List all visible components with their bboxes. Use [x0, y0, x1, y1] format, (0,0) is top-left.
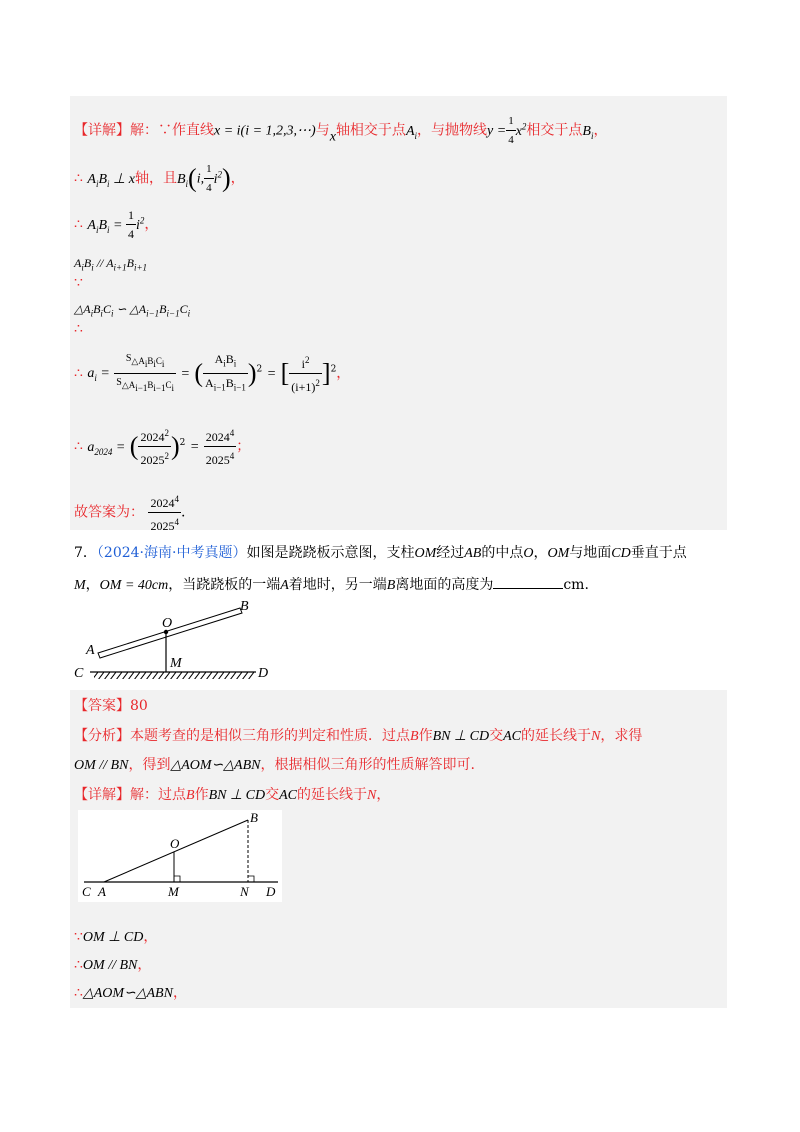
label-c: C [82, 884, 91, 899]
detail-line-7: ∴ $a_{2024}$ = ( $\frac{2024^2}{2025^2}$ )$^2$ = $\frac{2024^4}{2025^4}$ ； [74, 424, 250, 469]
detail-line-3: ∴ $A_iB_i$ = $\frac{1}{4}$ $i^2$， [74, 208, 159, 241]
label-m: M [168, 884, 179, 899]
step-line-1: ∵OM ⊥ CD， [74, 929, 158, 945]
label-b: B [240, 599, 249, 614]
question-7-line-2: M，OM = 40cm，当跷跷板的一端A着地时，另一端B离地面的高度为 cm. [74, 574, 589, 595]
detail-line-1: 【详解】解：∵作直线x = i(i = 1,2,3,⋯)与x轴相交于点$A_i$，与抛物线y = $\frac{1}{4}$ $x^2$相交于点$B_i$， [74, 112, 607, 149]
triangle-figure [78, 810, 282, 902]
label-c: C [74, 666, 84, 681]
label-d: D [258, 666, 269, 681]
step-line-3: ∴△AOM∽△ABN， [74, 985, 187, 1001]
detail-line-6: ∴ $a_i$ = $\frac{S_{\triangle A_iB_iC_i}}{S_{\triangle A_{i-1}B_{i-1}C_i}}$ = ( $\frac{A_iB_i}{A_{i-1}B_{i-1}}$ )$^2$ = [ $\frac{i^2}{(i+1)^2}$ ]$^2$， [74, 350, 350, 397]
answer-line: 故答案为： $\frac{2024^4}{2025^4}$ . [74, 490, 185, 535]
detail-line-2: ∴ $A_iB_i$ ⊥ x轴，且$B_i(i$, $\frac{1}{4}$ $i^2$)， [74, 160, 245, 197]
detail2-line: 【详解】解：过点B作BN ⊥ CD交AC的延长线于N， [74, 787, 391, 803]
label-a: A [98, 884, 106, 899]
label-a: A [86, 643, 95, 658]
label-m: M [170, 656, 182, 671]
analysis-line-2: OM // BN，得到△AOM∽△ABN，根据相似三角形的性质解答即可. [74, 757, 475, 773]
step-line-2: ∴OM // BN， [74, 957, 152, 973]
answer-row: 【答案】80 [74, 698, 148, 714]
label-d: D [266, 884, 276, 899]
question-7-line-1: 7．（2024·海南·中考真题）如图是跷跷板示意图，支柱OM经过AB的中点O，OM与地面CD垂直于点 [74, 545, 687, 561]
label-n: N [240, 884, 249, 899]
seesaw-figure [74, 599, 280, 685]
detail-line-4: $A_iB_i // A_{i+1}B_{i+1}$ ∵ [74, 256, 148, 292]
label-o: O [170, 836, 180, 851]
label-b: B [250, 810, 258, 825]
detail-line-5: $\triangle A_iB_iC_i$ ∽ $\triangle A_{i-1}B_{i-1}C_i$ ∴ [74, 302, 191, 338]
label-o: O [162, 616, 173, 631]
answer-blank [493, 574, 563, 589]
ground-hatch [94, 672, 254, 679]
analysis-line-1: 【分析】本题考查的是相似三角形的判定和性质．过点B作BN ⊥ CD交AC的延长线于N，求得 [74, 728, 643, 744]
